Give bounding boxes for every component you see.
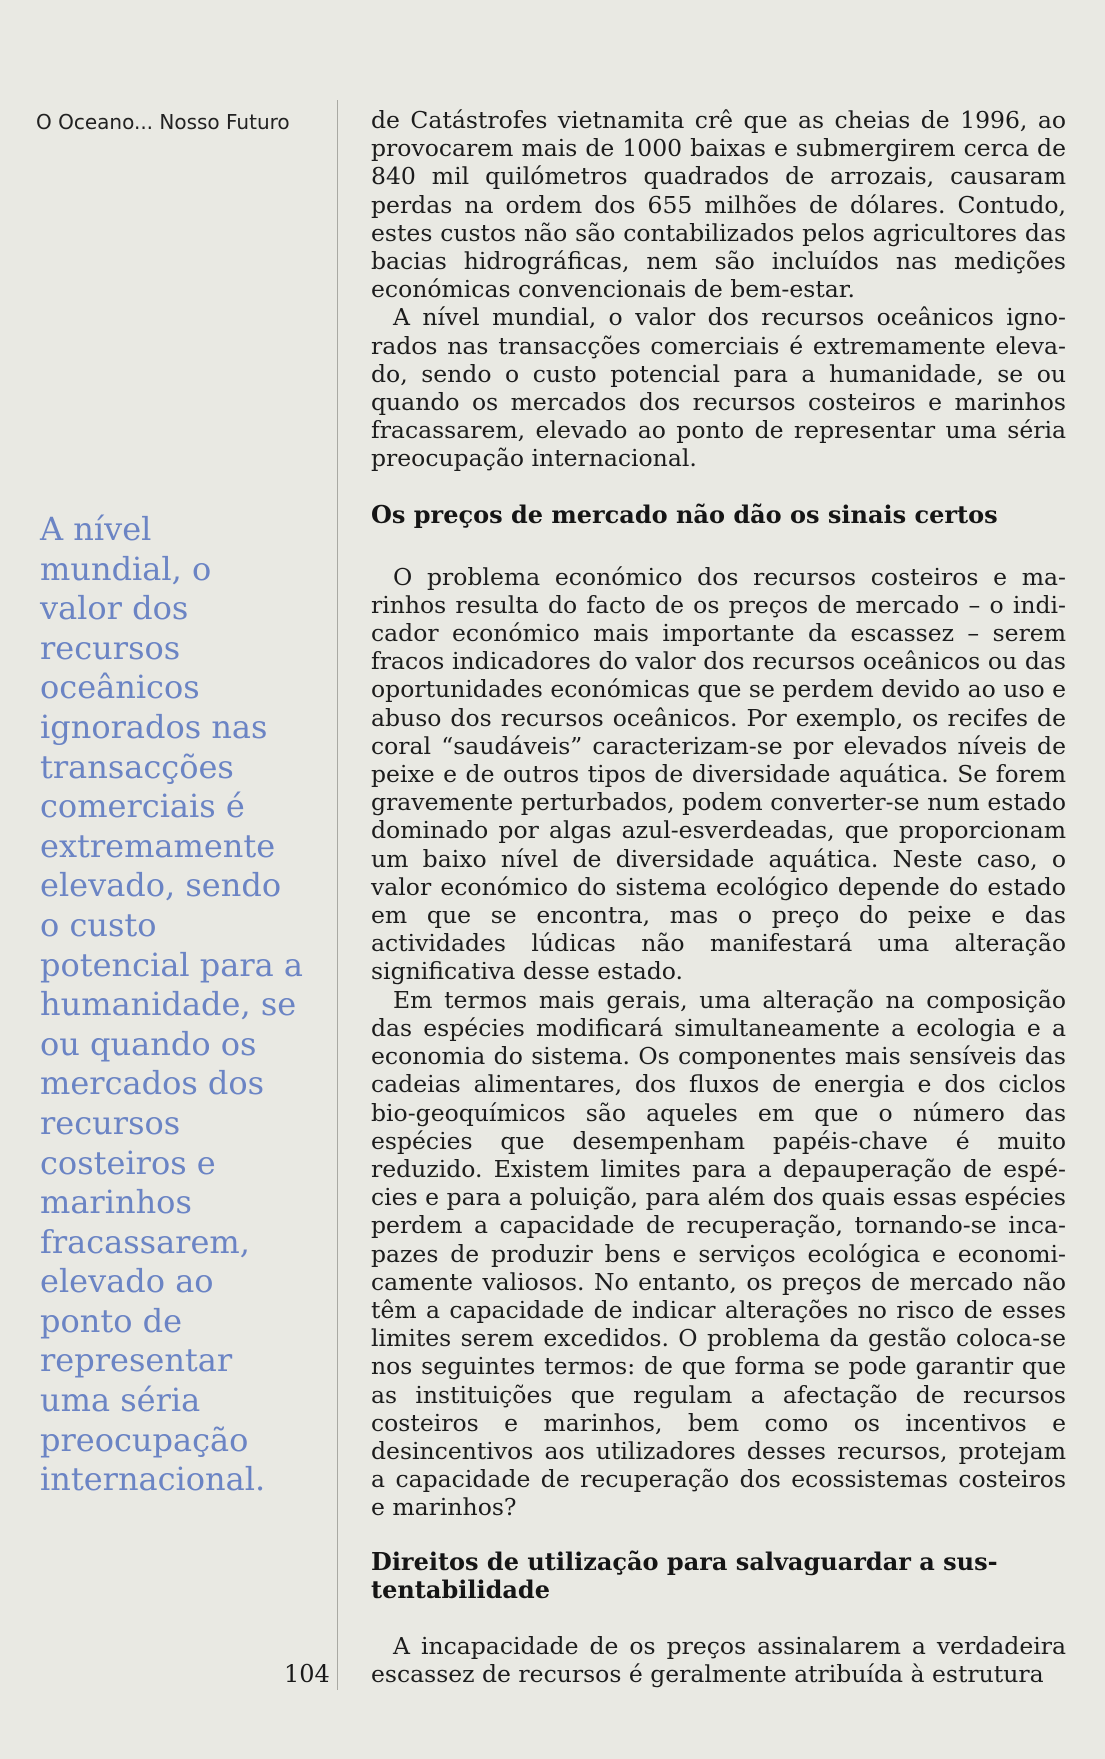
pull-quote-line: mundial, o — [40, 549, 212, 588]
pull-quote-line: representar — [40, 1341, 233, 1380]
column-divider — [337, 100, 338, 1690]
pull-quote-line: elevado, sendo — [40, 866, 282, 905]
body-paragraph: A incapacidade de os preços assinalarem a verdadeira escassez de recursos é geralmente atribuída à estrutura — [371, 1631, 1066, 1688]
pull-quote-line: ignorados nas — [40, 707, 268, 746]
section-heading: Os preços de mercado não dão os sinais certos — [371, 499, 998, 529]
body-paragraph: Em termos mais gerais, uma alteração na composição das espécies modificará simultaneamente a ecologia e a economia do sistema. Os componentes mais sensíveis das cadeias alimentares, dos fluxos de energia e dos ciclos bio-geoquímicos são aqueles em que o número das espécies que desempenham papéis-chave é muito reduzido. Existem limites para a depauperação de espécies e para a poluição, para além dos quais essas espécies perdem a capacidade de recuperação, tornando-se incapazes de produzir bens e serviços ecológica e economicamente valiosos. No entanto, os preços de mercado não têm a capacidade de indicar alterações no risco de esses limites serem excedidos. O problema da gestão coloca-se nos seguintes termos: de que forma se pode garantir que as instituições que regulam a afectação de recursos costeiros e marinhos, bem como os incentivos e desincentivos aos utilizadores desses recursos, protejam a capacidade de recuperação dos ecossistemas costeiros e marinhos? — [371, 985, 1066, 1522]
body-paragraph: O problema económico dos recursos costeiros e marinhos resulta do facto de os preços de mercado – o indicador económico mais importante da escassez – serem fracos indicadores do valor dos recursos oceânicos ou das oportunidades económicas que se perdem devido ao uso e abuso dos recursos oceânicos. Por exemplo, os recifes de coral “saudáveis” caracterizam-se por elevados níveis de peixe e de outros tipos de diversidade aquática. Se forem gravemente perturbados, podem converter-se num estado dominado por algas azul-esverdeadas, que proporcionam um baixo nível de diversidade aquática. Neste caso, o valor económico do sistema ecológico depende do estado em que se encontra, mas o preço do peixe e das actividades lúdicas não manifestará uma alteração significativa desse estado. — [371, 562, 1066, 986]
pull-quote-line: humanidade, se — [40, 985, 297, 1024]
pull-quote-line: transacções — [40, 747, 234, 786]
pull-quote-line: extremamente — [40, 826, 276, 865]
pull-quote-line: recursos — [40, 628, 181, 667]
main-text-column — [371, 106, 1066, 1688]
pull-quote-line: o custo — [40, 905, 157, 944]
pull-quote-line: costeiros e — [40, 1143, 216, 1182]
pull-quote-line: potencial para a — [40, 945, 303, 984]
running-head: O Oceano... Nosso Futuro — [36, 110, 290, 134]
section-heading: Direitos de utilização para salvaguardar a sustentabilidade — [371, 1546, 998, 1604]
body-paragraph: de Catástrofes vietnamita crê que as cheias de 1996, ao provocarem mais de 1000 baixas e submergirem cerca de 840 mil quilómetros quadrados de arrozais, causaram perdas na ordem dos 655 milhões de dólares. Contudo, estes custos não são contabilizados pelos agricultores das bacias hidrográficas, nem são incluídos nas medições económicas convencionais de bem-estar. — [371, 106, 1066, 304]
pull-quote-line: marinhos — [40, 1183, 192, 1222]
pull-quote-line: ponto de — [40, 1301, 183, 1340]
pull-quote-line: oceânicos — [40, 668, 200, 707]
pull-quote-line: A nível — [40, 510, 152, 548]
pull-quote-line: ou quando os — [40, 1024, 257, 1063]
pull-quote-line: elevado ao — [40, 1262, 214, 1301]
body-paragraph: A nível mundial, o valor dos recursos oceânicos ignorados nas transacções comerciais é extremamente elevado, sendo o custo potencial para a humanidade, se ou quando os mercados dos recursos costeiros e marinhos fracassarem, elevado ao ponto de representar uma séria preocupação internacional. — [371, 303, 1066, 473]
pull-quote-line: mercados dos — [40, 1064, 265, 1103]
pull-quote-line: recursos — [40, 1103, 181, 1142]
pull-quote-line: fracassarem, — [40, 1222, 250, 1261]
page-number: 104 — [284, 1660, 330, 1688]
left-margin-column — [26, 100, 330, 1700]
pull-quote-line: internacional. — [40, 1460, 266, 1499]
pull-quote-line: uma séria — [40, 1381, 201, 1420]
pull-quote-line: valor dos — [40, 589, 189, 628]
pull-quote-line: comerciais é — [40, 787, 245, 826]
pull-quote-line: preocupação — [40, 1420, 249, 1459]
pull-quote — [40, 510, 320, 1500]
